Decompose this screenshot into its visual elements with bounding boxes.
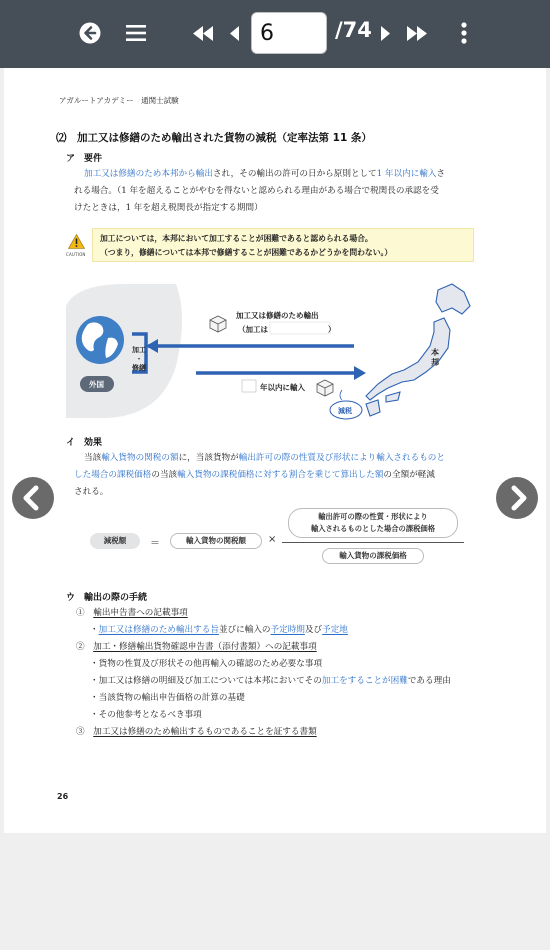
- page-header: アガルートアカデミー 通関士試験: [59, 96, 179, 105]
- formula-equals: ＝: [150, 538, 160, 549]
- box-icon: [210, 316, 226, 332]
- subsection-a-heading: ア 要件: [66, 154, 103, 164]
- diagram-graphic: [66, 276, 480, 422]
- caution-note: [66, 228, 476, 262]
- procedure-item-2-sub-2: [90, 673, 516, 690]
- menu-icon: [126, 24, 146, 42]
- text-span: 輸入貨物の課税価格に対する割合を乗じて算出した額: [177, 470, 384, 480]
- fraction-bar: [282, 542, 464, 543]
- japan-label: 本邦: [431, 348, 439, 367]
- item-number: ②: [76, 642, 85, 652]
- caution-label: CAUTION: [66, 252, 86, 257]
- text-span: 輸出許可の際の性質及び形状により輸入されるものと: [238, 453, 445, 463]
- text-span: さ: [436, 169, 446, 179]
- caution-icon: [68, 234, 85, 249]
- globe-icon: [76, 316, 124, 364]
- process-diagram: [66, 276, 480, 422]
- formula-reduction: 減税額: [90, 533, 140, 549]
- formula-duty: 輸入貨物の関税額: [170, 533, 262, 549]
- prev-page-arrow[interactable]: [12, 477, 54, 519]
- text-span: 1 年以内に輸入: [376, 169, 437, 179]
- text-span: 並びに輸入の: [218, 625, 271, 635]
- numerator-line: 輸出許可の際の性質・形状により: [318, 512, 428, 521]
- page-total: /74: [335, 18, 372, 42]
- process-label-line: 加工: [132, 346, 146, 354]
- numerator-line: 輸入されるものとした場合の課税価格: [310, 524, 436, 533]
- pdf-toolbar: [0, 0, 550, 68]
- text-span: 予定時期: [270, 625, 305, 635]
- next-page-button[interactable]: [380, 26, 390, 41]
- text-span: ・: [90, 625, 99, 635]
- page-number-input[interactable]: [251, 12, 327, 54]
- first-page-button[interactable]: [193, 26, 213, 41]
- subsection-u-heading: ウ 輸出の際の手続: [66, 593, 148, 603]
- text-span: 加工又は修繕のため輸出する旨: [98, 625, 219, 635]
- effect-line-1: [84, 450, 494, 467]
- prev-arrow-icon: [12, 477, 54, 519]
- process-label: [132, 346, 146, 373]
- procedure-item-2: [76, 639, 516, 656]
- more-vert-icon: [459, 22, 469, 44]
- item-text: 加工又は修繕のため輸出するものであることを証する書類: [93, 727, 317, 737]
- text-span: に，当該貨物が: [178, 453, 239, 463]
- process-label-line: 修繕: [132, 364, 146, 372]
- box-icon: [317, 380, 333, 396]
- japan-map-icon: [366, 284, 470, 416]
- procedure-item-2-sub-3: ・当該貨物の輸出申告価格の計算の基礎: [90, 693, 245, 703]
- item-number: ③: [76, 727, 85, 737]
- caution-box: [92, 228, 474, 262]
- caution-line-2: （つまり，修繕については本邦で修繕することが困難であるかどうかを問わない。）: [100, 248, 393, 257]
- procedure-item-3: [76, 724, 516, 741]
- formula-times: ×: [268, 534, 277, 545]
- effect-line-3: される。: [74, 487, 109, 497]
- back-button[interactable]: [79, 22, 101, 44]
- page-number: 26: [57, 792, 69, 801]
- export-label: 加工又は修繕のため輸出: [236, 311, 319, 320]
- reduction-formula: [90, 508, 470, 568]
- reduction-label: 減税: [338, 407, 352, 415]
- procedure-item-1: [76, 605, 516, 622]
- more-options-button[interactable]: [459, 22, 469, 44]
- procedure-list: [76, 605, 516, 741]
- first-page-icon: [193, 26, 213, 41]
- last-page-button[interactable]: [407, 26, 427, 41]
- requirement-line-1: [84, 166, 494, 183]
- effect-text: [74, 450, 494, 501]
- text-span: である理由: [407, 676, 451, 686]
- section-title: ⑵ 加工又は修繕のため輸出された貨物の減税（定率法第 11 条）: [56, 132, 372, 144]
- subsection-i-heading: イ 効果: [66, 438, 103, 448]
- process-label-line: ・: [135, 355, 143, 363]
- text-span: 加工をすることが困難: [321, 676, 408, 686]
- text-span: 輸入貨物の関税の額: [101, 453, 179, 463]
- text-span: の当該: [151, 470, 178, 480]
- item-text: 加工・修繕輸出貨物確認申告書（添付書類）への記載事項: [93, 642, 317, 652]
- text-span: 加工又は修繕のため本邦から輸出: [84, 169, 213, 179]
- procedure-item-2-sub-1: ・貨物の性質及び形状その他再輸入の確認のため必要な事項: [90, 659, 323, 669]
- foreign-label: 外国: [89, 380, 104, 389]
- text-span: した場合の課税価格: [74, 470, 152, 480]
- menu-button[interactable]: [126, 24, 146, 42]
- prev-page-button[interactable]: [230, 26, 240, 41]
- text-span: 予定地: [322, 625, 348, 635]
- text-span: され，その輸出の許可の日から原則として: [212, 169, 377, 179]
- procedure-item-1-sub: [90, 622, 516, 639]
- text-span: 及び: [304, 625, 323, 635]
- effect-line-2: [74, 467, 494, 484]
- next-page-icon: [380, 26, 390, 41]
- last-page-icon: [407, 26, 427, 41]
- caution-line-1: 加工については，本邦において加工することが困難であると認められる場合。: [100, 234, 373, 243]
- item-number: ①: [76, 608, 85, 618]
- document-page: [4, 68, 546, 833]
- procedure-item-2-sub-4: ・その他参考となるべき事項: [90, 710, 202, 720]
- back-icon: [79, 22, 101, 44]
- requirement-line-3: けたときは，1 年を超え税関長が指定する期間）: [74, 203, 263, 213]
- requirement-text: [74, 166, 494, 217]
- kako-label: （加工は ）: [238, 325, 336, 334]
- prev-page-icon: [230, 26, 240, 41]
- requirement-line-2: れる場合。（1 年を超えることがやむを得ないと認められる理由がある場合で税関長の承認を受: [74, 186, 439, 196]
- text-span: ・加工又は修繕の明細及び加工については本邦においてその: [90, 676, 322, 686]
- text-span: 当該: [84, 453, 102, 463]
- item-text: 輸出申告書への記載事項: [93, 608, 188, 618]
- import-label: 年以内に輸入: [260, 383, 305, 392]
- next-arrow-icon: [496, 477, 538, 519]
- next-page-arrow[interactable]: [496, 477, 538, 519]
- text-span: の全額が軽減: [383, 470, 435, 480]
- formula-denominator: 輸入貨物の課税価格: [322, 548, 424, 564]
- formula-numerator: [288, 508, 458, 538]
